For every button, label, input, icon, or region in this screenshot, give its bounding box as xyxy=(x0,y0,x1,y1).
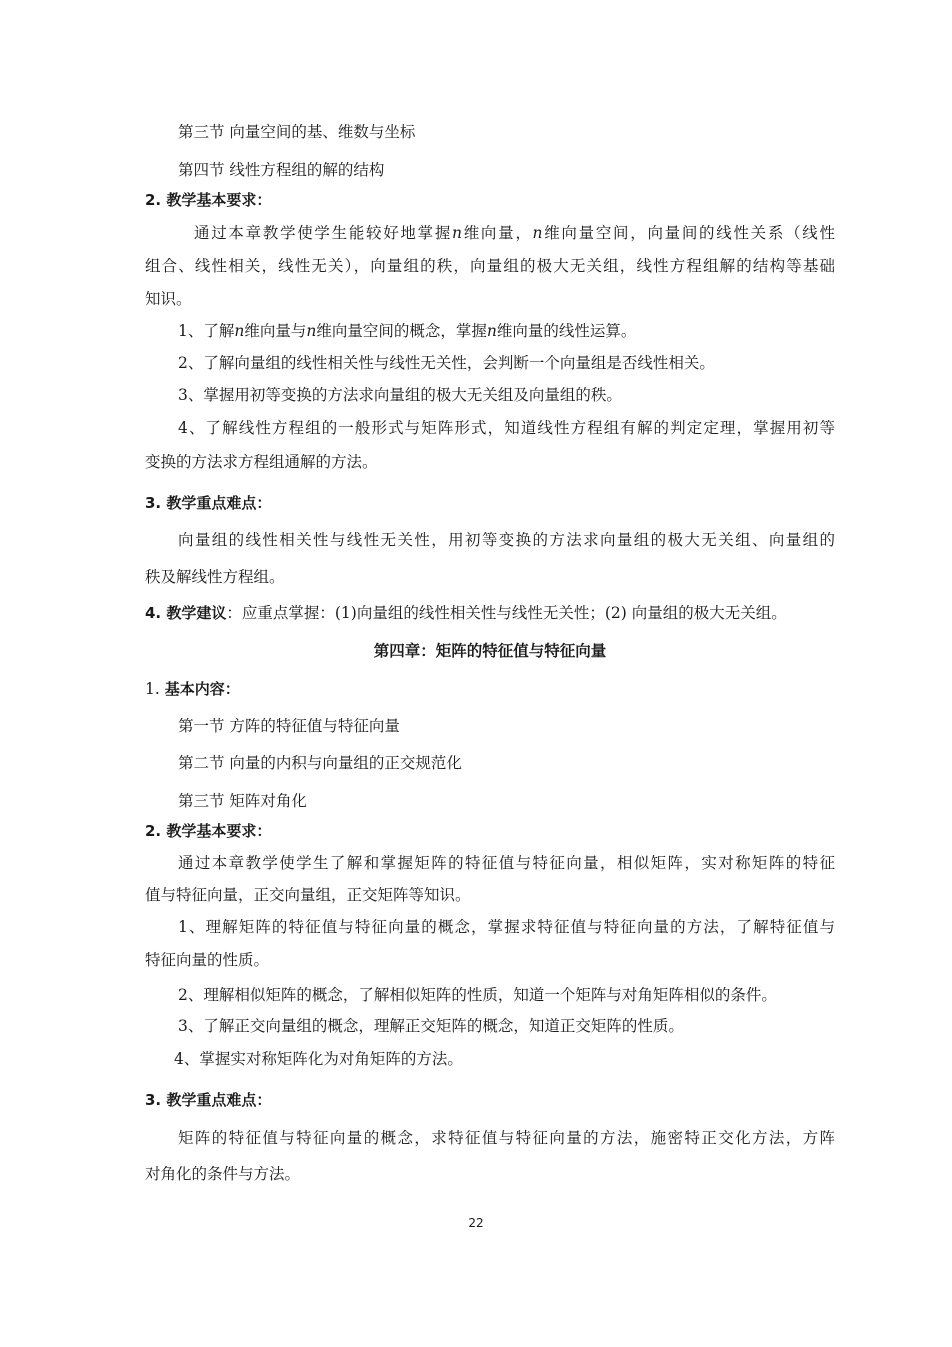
ch3-section3: 第三节 向量空间的基、维数与坐标 xyxy=(178,123,416,141)
ch3-key-points-line2: 秩及解线性方程组。 xyxy=(145,568,285,586)
ch4-content-heading: 1. 基本内容： xyxy=(145,680,240,698)
ch3-key-points-line1: 向量组的线性相关性与线性无关性，用初等变换的方法求向量组的极大无关组、向量组的 xyxy=(178,531,835,549)
ch4-item4: 4、掌握实对称矩阵化为对角矩阵的方法。 xyxy=(174,1050,463,1068)
ch3-advice xyxy=(145,603,835,623)
ch4-section2: 第二节 向量的内积与向量组的正交规范化 xyxy=(178,754,462,772)
ch3-advice-text: ：应重点掌握：(1)向量组的线性相关性与线性无关性；(2) 向量组的极大无关组。 xyxy=(226,604,787,622)
ch3-item4-line2: 变换的方法求方程组通解的方法。 xyxy=(145,453,378,471)
page-number: 22 xyxy=(468,1216,484,1230)
ch4-item1-line2: 特征向量的性质。 xyxy=(145,951,270,969)
ch3-requirements-intro-line2: 组合、线性相关，线性无关），向量组的秩，向量组的极大无关组，线性方程组解的结构等基础 xyxy=(145,257,835,275)
ch4-title: 第四章：矩阵的特征值与特征向量 xyxy=(373,642,607,660)
ch3-item1: 1、了解n维向量与n维向量空间的概念，掌握n维向量的线性运算。 xyxy=(178,322,637,340)
ch4-key-points-line1: 矩阵的特征值与特征向量的概念，求特征值与特征向量的方法，施密特正交化方法，方阵 xyxy=(178,1129,835,1147)
ch3-section4: 第四节 线性方程组的解的结构 xyxy=(178,161,385,179)
ch3-key-points-heading: 3. 教学重点难点： xyxy=(145,494,272,512)
ch4-item3: 3、了解正交向量组的概念，理解正交矩阵的概念，知道正交矩阵的性质。 xyxy=(178,1017,684,1035)
ch4-requirements-heading: 2. 教学基本要求： xyxy=(145,822,272,840)
ch3-requirements-intro-line3: 知识。 xyxy=(145,290,192,308)
ch3-requirements-heading: 2. 教学基本要求： xyxy=(145,191,272,209)
ch3-item4-line1: 4、了解线性方程组的一般形式与矩阵形式，知道线性方程组有解的判定定理，掌握用初等 xyxy=(178,419,835,437)
ch4-item1-line1: 1、理解矩阵的特征值与特征向量的概念，掌握求特征值与特征向量的方法，了解特征值与 xyxy=(178,918,835,936)
ch3-advice-heading: 4. 教学建议 xyxy=(145,604,227,622)
ch4-section3: 第三节 矩阵对角化 xyxy=(178,792,307,810)
ch4-requirements-line2: 值与特征向量，正交向量组，正交矩阵等知识。 xyxy=(145,886,471,904)
ch4-item2: 2、理解相似矩阵的概念，了解相似矩阵的性质，知道一个矩阵与对角矩阵相似的条件。 xyxy=(178,986,777,1004)
ch4-key-points-heading: 3. 教学重点难点： xyxy=(145,1091,272,1109)
ch3-item2: 2、了解向量组的线性相关性与线性无关性，会判断一个向量组是否线性相关。 xyxy=(178,354,715,372)
ch4-section1: 第一节 方阵的特征值与特征向量 xyxy=(178,717,400,735)
ch4-key-points-line2: 对角化的条件与方法。 xyxy=(145,1165,301,1183)
ch4-requirements-line1: 通过本章教学使学生了解和掌握矩阵的特征值与特征向量，相似矩阵，实对称矩阵的特征 xyxy=(178,854,835,872)
ch3-item3: 3、掌握用初等变换的方法求向量组的极大无关组及向量组的秩。 xyxy=(178,386,622,404)
ch3-requirements-intro-line1: 通过本章教学使学生能较好地掌握n维向量，n维向量空间，向量间的线性关系（线性 xyxy=(194,224,835,242)
